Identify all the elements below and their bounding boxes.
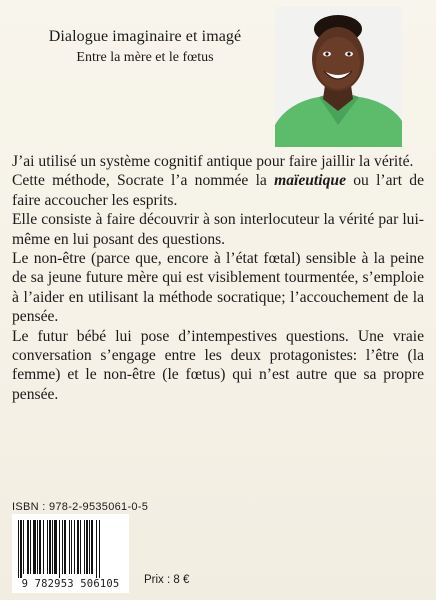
barcode-bar (84, 520, 85, 574)
barcode-bar (71, 520, 72, 574)
price-label: Prix : 8 € (144, 574, 190, 586)
barcode-bar (91, 520, 93, 574)
barcode-bar (47, 520, 48, 574)
paragraph-5: Le futur bébé lui pose d’intempestives questions. Une vraie conversation s’engage entre les deux protagonistes: l’être (la femme) et le non-être (le fœtus) qui n’est autre que sa propre pensée. (12, 327, 424, 403)
barcode-bar (54, 520, 57, 574)
paragraph-2-start: Cette méthode, Socrate l’a nommée la (12, 172, 275, 190)
body-text (12, 152, 424, 404)
barcode-bar (20, 520, 22, 578)
paragraph-3: Elle consiste à faire découvrir à son interlocuteur la vérité par lui-même en lui posant des questions. (12, 211, 424, 248)
paragraph-2 (12, 171, 424, 210)
book-title: Dialogue imaginaire et imagé (48, 28, 242, 45)
barcode-bar (62, 520, 63, 574)
book-subtitle: Entre la mère et le fœtus (76, 50, 214, 65)
maieutique-emphasis: maïeutique (274, 172, 346, 190)
paragraph-2-end: ou l’art de faire accoucher les esprits. (12, 172, 424, 209)
barcode-bar (39, 520, 41, 574)
barcode-bar (33, 520, 36, 574)
barcode-bar (37, 520, 38, 574)
barcode-bar (80, 520, 81, 574)
barcode-bar (49, 520, 51, 574)
barcode-bar (59, 520, 60, 578)
barcode-bar (77, 520, 79, 574)
paragraph-4: Le non-être (parce que, encore à l’état fœtal) sensible à la peine de sa jeune future mère qui est visiblement tourmentée, s’emploie à l’aider en utilisant la méthode socratique; l’accouchement de la pensée. (12, 250, 424, 326)
barcode-digits: 9 782953 506105 (21, 578, 120, 590)
barcode-bar (99, 520, 100, 578)
barcode-bar (27, 520, 29, 574)
title-block (0, 27, 290, 67)
barcode-bar (86, 520, 88, 574)
barcode-bar (23, 520, 24, 574)
barcode-bar (96, 520, 97, 578)
barcode-bar (30, 520, 31, 574)
paragraph-1: J’ai utilisé un système cognitif antique pour faire jaillir la vérité. (12, 153, 414, 170)
author-photo (275, 7, 402, 147)
barcode-bar (18, 520, 19, 578)
isbn-label: ISBN : 978-2-9535061-0-5 (12, 501, 149, 513)
barcode-bar (52, 520, 53, 574)
barcode-bar (89, 520, 90, 574)
barcode (12, 514, 129, 593)
barcode-bar (74, 520, 75, 574)
barcode-bar (69, 520, 70, 574)
barcode-bar (43, 520, 44, 574)
barcode-bar (64, 520, 66, 574)
barcode-bars (12, 514, 129, 578)
